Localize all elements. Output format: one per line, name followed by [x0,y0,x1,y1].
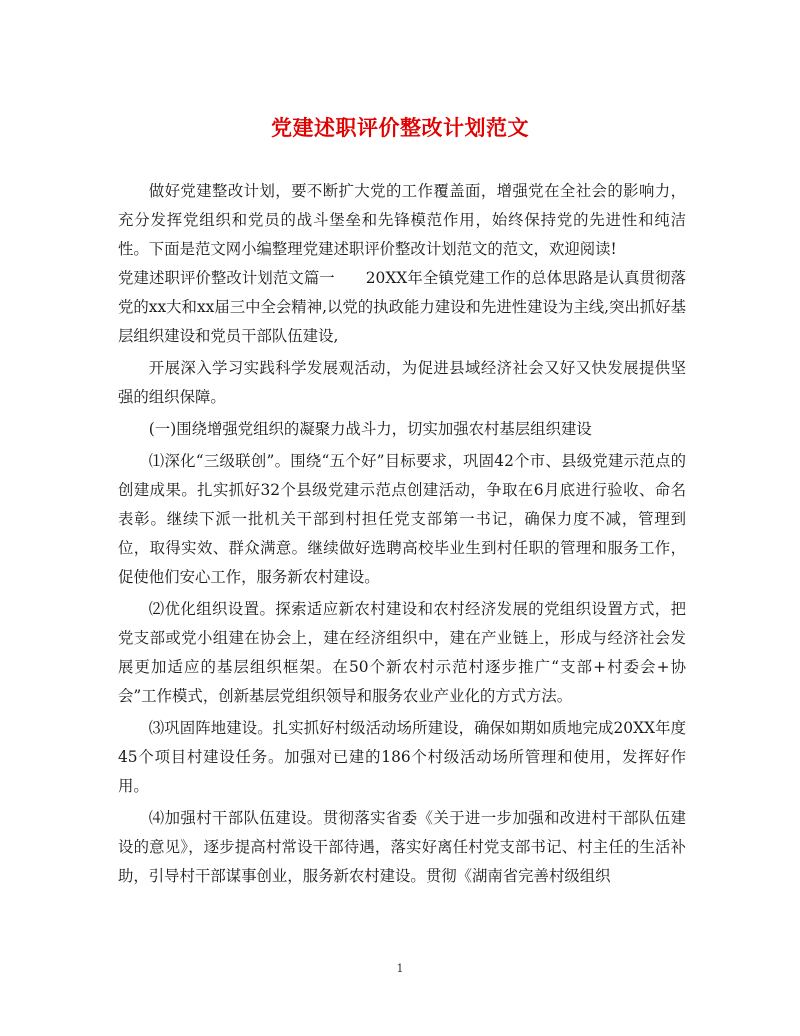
paragraph-item-2: ⑵优化组织设置。探索适应新农村建设和农村经济发展的党组织设置方式，把党支部或党小组建在协会上，建在经济组织中，建在产业链上，形成与经济社会发展更加适应的基层组织框架。在50个新农村示范村逐步推广“支部+村委会+协会”工作模式，创新基层党组织领导和服务农业产业化的方式方法。 [118,600,686,705]
paragraph-intro: 做好党建整改计划，要不断扩大党的工作覆盖面，增强党在全社会的影响力，充分发挥党组织和党员的战斗堡垒和先锋模范作用，始终保持党的先进性和纯洁性。下面是范文网小编整理党建述职评价整改计划范文的范文，欢迎阅读! [118,182,686,258]
paragraph-item-3: ⑶巩固阵地建设。扎实抓好村级活动场所建设，确保如期如质地完成20XX年度45个项目村建设任务。加强对已建的186个村级活动场所管理和使用，发挥好作用。 [118,719,686,795]
document-body [118,177,686,891]
paragraph-study-activity: 开展深入学习实践科学发展观活动，为促进县域经济社会又好又快发展提供坚强的组织保障。 [118,359,686,406]
paragraph-subheading-one: (一)围绕增强党组织的凝聚力战斗力，切实加强农村基层组织建设 [148,420,592,438]
document-title: 党建述职评价整改计划范文 [271,115,529,140]
page-number: 1 [396,962,404,975]
paragraph-section-heading: 党建述职评价整改计划范文篇一 20XX年全镇党建工作的总体思路是认真贯彻落党的xx大和xx届三中全会精神,以党的执政能力建设和先进性建设为主线,突出抓好基层组织建设和党员干部队伍建设, [118,269,686,345]
paragraph-item-1: ⑴深化“三级联创”。围绕“五个好”目标要求，巩固42个市、县级党建示范点的创建成果。扎实抓好32个县级党建示范点创建活动，争取在6月底进行验收、命名表彰。继续下派一批机关干部到村担任党支部第一书记，确保力度不减，管理到位，取得实效、群众满意。继续做好选聘高校毕业生到村任职的管理和服务工作，促使他们安心工作，服务新农村建设。 [118,452,686,586]
paragraph-item-4: ⑷加强村干部队伍建设。贯彻落实省委《关于进一步加强和改进村干部队伍建设的意见》，逐步提高村常设干部待遇，落实好离任村党支部书记、村主任的生活补助，引导村干部谋事创业，服务新农村建设。贯彻《湖南省完善村级组织 [118,809,686,885]
